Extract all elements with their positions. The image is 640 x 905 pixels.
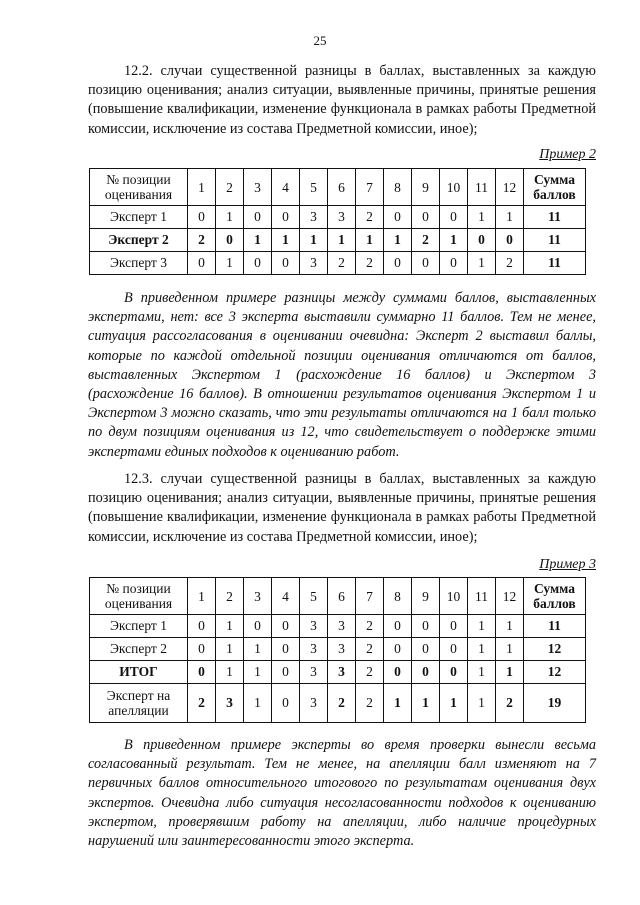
table-cell: 3 [300,684,328,723]
table-cell: 0 [384,615,412,638]
table-cell: 1 [496,661,524,684]
table-cell: 0 [244,252,272,275]
table-row [90,229,586,252]
table-cell: 0 [272,252,300,275]
table-cell: 1 [216,252,244,275]
column-header: 11 [468,169,496,206]
row-header: Эксперт 3 [90,252,188,275]
example-2-table [89,168,586,275]
column-header: 6 [328,578,356,615]
column-header: 6 [328,169,356,206]
table-cell: 3 [300,252,328,275]
table-cell: 0 [440,252,468,275]
table-cell: 1 [468,661,496,684]
table-row [90,252,586,275]
table-cell: 0 [496,229,524,252]
row-sum: 11 [524,615,586,638]
table-cell: 0 [272,638,300,661]
table-cell: 0 [272,661,300,684]
table-cell: 3 [300,638,328,661]
table-cell: 0 [440,206,468,229]
table-cell: 2 [188,684,216,723]
table-cell: 1 [356,229,384,252]
table-cell: 0 [412,206,440,229]
table-cell: 0 [188,615,216,638]
table-cell: 0 [244,206,272,229]
table-cell: 1 [468,615,496,638]
row-sum: 12 [524,638,586,661]
table-cell: 1 [244,684,272,723]
row-sum: 19 [524,684,586,723]
column-header: 11 [468,578,496,615]
table-cell: 1 [244,661,272,684]
table-cell: 0 [412,661,440,684]
row-sum: 11 [524,206,586,229]
row-header: ИТОГ [90,661,188,684]
column-header: 9 [412,578,440,615]
table-cell: 0 [412,638,440,661]
table-cell: 0 [188,638,216,661]
table-cell: 1 [384,684,412,723]
column-header: 1 [188,578,216,615]
column-header: 3 [244,578,272,615]
table-cell: 0 [412,252,440,275]
table-cell: 1 [496,638,524,661]
table-cell: 2 [356,615,384,638]
table-cell: 0 [468,229,496,252]
table-row [90,661,586,684]
column-header: 8 [384,169,412,206]
column-header: 7 [356,578,384,615]
table-cell: 1 [244,229,272,252]
row-header: Эксперт 1 [90,206,188,229]
section-12-2 [88,62,596,139]
table-cell: 0 [272,684,300,723]
column-header: 4 [272,169,300,206]
table-row [90,684,586,723]
row-header: Эксперт 2 [90,638,188,661]
row-sum: 12 [524,661,586,684]
table-cell: 2 [328,684,356,723]
column-header: 3 [244,169,272,206]
table-cell: 3 [328,206,356,229]
table-cell: 1 [468,252,496,275]
comment-3-text: В приведенном примере эксперты во время проверки вынесли весьма согласованный результат. Тем не менее, на апелляции балл изменяют на 7 первичных баллов относительного итогового по результатам оценивания двух экспертов. Очевидна либо ситуация несогласованности подходов к оцениванию экспертом, проверявшим работу на апелляции, либо наличие процедурных нарушений или заинтересованности этого эксперта. [88,737,596,850]
table-cell: 0 [384,252,412,275]
table-cell: 0 [188,661,216,684]
table-cell: 1 [440,229,468,252]
table-cell: 2 [356,252,384,275]
table-cell: 0 [216,229,244,252]
table-cell: 0 [384,661,412,684]
column-header: 12 [496,169,524,206]
row-header: Эксперт 1 [90,615,188,638]
example-3-table [89,577,586,723]
table-cell: 1 [216,615,244,638]
table-cell: 2 [496,252,524,275]
table-cell: 3 [328,615,356,638]
row-header: Эксперт 2 [90,229,188,252]
column-header: 2 [216,578,244,615]
table-cell: 1 [468,638,496,661]
table-cell: 3 [216,684,244,723]
table-cell: 1 [328,229,356,252]
comment-3 [88,736,596,851]
table-cell: 2 [496,684,524,723]
column-header: 5 [300,578,328,615]
page-number: 25 [313,33,327,48]
table-row [90,638,586,661]
table-cell: 1 [468,206,496,229]
table-cell: 2 [356,661,384,684]
table-cell: 0 [384,638,412,661]
table-cell: 1 [440,684,468,723]
table-cell: 1 [244,638,272,661]
comment-2 [88,289,596,462]
table-cell: 3 [300,661,328,684]
header-sum: Сумма баллов [524,169,586,206]
table-cell: 1 [216,661,244,684]
table-cell: 0 [272,206,300,229]
table-cell: 3 [328,638,356,661]
table-cell: 3 [328,661,356,684]
table-cell: 2 [356,206,384,229]
header-position: № позиции оценивания [90,169,188,206]
section-12-3-text: 12.3. случаи существенной разницы в баллах, выставленных за каждую позицию оценивания; анализ ситуации, выявленные причины, принятые решения (повышение квалификации, изменение функционала в рамках работы Предметной комиссии, исключение из состава Предметной комиссии, иное); [88,471,596,545]
row-header: Эксперт на апелляции [90,684,188,723]
column-header: 5 [300,169,328,206]
header-position: № позиции оценивания [90,578,188,615]
example-2-label: Пример 2 [539,147,596,162]
column-header: 10 [440,169,468,206]
table-header-row [90,578,586,615]
section-12-2-text: 12.2. случаи существенной разницы в баллах, выставленных за каждую позицию оценивания; анализ ситуации, выявленные причины, принятые решения (повышение квалификации, изменение функционала в рамках работы Предметной комиссии, исключение из состава Предметной комиссии, иное); [88,63,596,137]
table-cell: 0 [188,252,216,275]
table-cell: 1 [216,206,244,229]
table-cell: 3 [300,615,328,638]
table-cell: 0 [188,206,216,229]
table-header-row [90,169,586,206]
header-sum: Сумма баллов [524,578,586,615]
table-cell: 2 [328,252,356,275]
column-header: 2 [216,169,244,206]
column-header: 8 [384,578,412,615]
table-cell: 1 [468,684,496,723]
column-header: 12 [496,578,524,615]
table-cell: 1 [216,638,244,661]
section-12-3 [88,470,596,547]
column-header: 10 [440,578,468,615]
table-cell: 1 [300,229,328,252]
table-cell: 0 [440,661,468,684]
row-sum: 11 [524,252,586,275]
table-cell: 3 [300,206,328,229]
row-sum: 11 [524,229,586,252]
table-cell: 1 [496,615,524,638]
table-cell: 0 [440,615,468,638]
table-cell: 0 [412,615,440,638]
table-cell: 0 [440,638,468,661]
table-cell: 2 [356,638,384,661]
table-row [90,206,586,229]
table-cell: 0 [244,615,272,638]
table-cell: 0 [384,206,412,229]
table-cell: 1 [496,206,524,229]
table-cell: 2 [412,229,440,252]
column-header: 4 [272,578,300,615]
table-cell: 2 [188,229,216,252]
column-header: 1 [188,169,216,206]
column-header: 7 [356,169,384,206]
example-3-label: Пример 3 [539,557,596,572]
table-cell: 1 [272,229,300,252]
table-cell: 1 [412,684,440,723]
comment-2-text: В приведенном примере разницы между суммами баллов, выставленных экспертами, нет: все 3 эксперта выставили суммарно 11 баллов. Тем не менее, ситуация рассогласования в оценивании очевидна: Эксперт 2 выставил баллы, которые по каждой отдельной позиции оценивания отличаются от баллов, выставленных Экспертом 1 (расхождение 16 баллов) и Экспертом 3 (расхождение 16 баллов). В отношении результатов оценивания Экспертом 1 и Экспертом 3 можно сказать, что эти результаты отличаются на 1 балл только по двум позициям оценивания из 12, что свидетельствует о поддержке этими экспертами единых подходов к оцениванию работ. [88,290,596,460]
table-cell: 1 [384,229,412,252]
table-row [90,615,586,638]
table-cell: 0 [272,615,300,638]
column-header: 9 [412,169,440,206]
table-cell: 2 [356,684,384,723]
